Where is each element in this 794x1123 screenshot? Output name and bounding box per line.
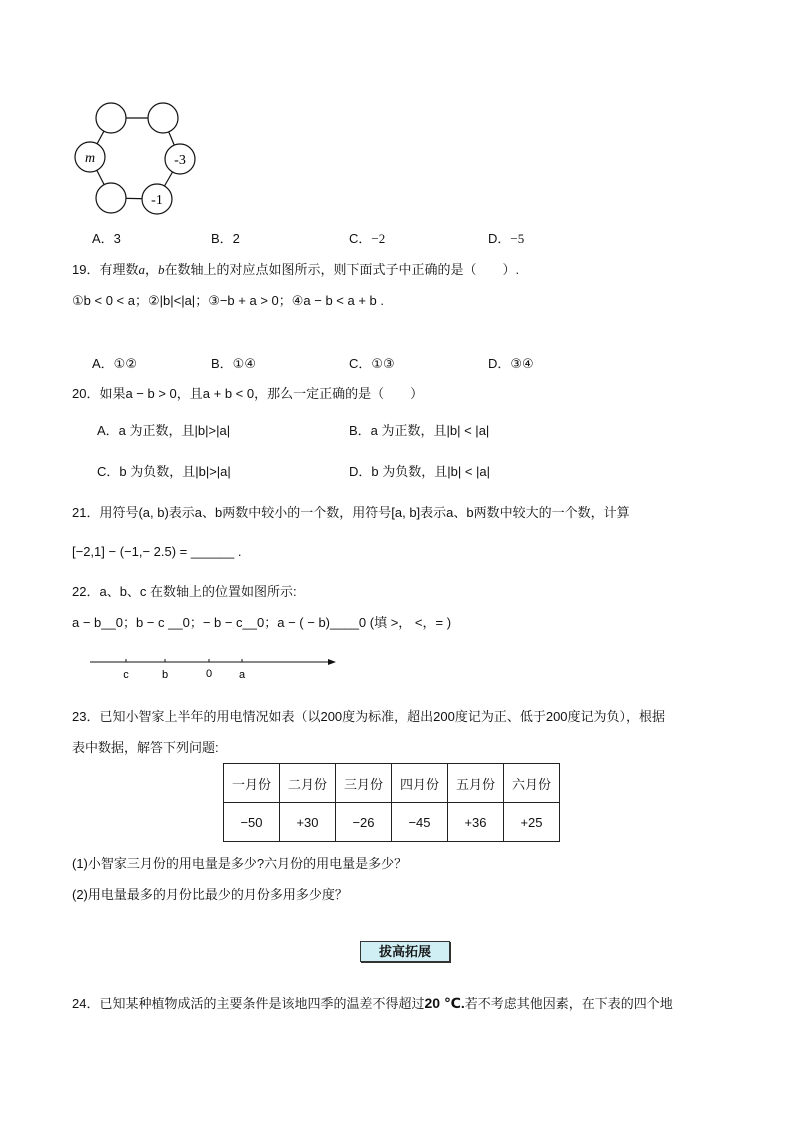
q21-line2: [−2,1] − (−1,− 2.5) = ______ . — [72, 544, 242, 559]
q21-line1: 21．用符号(a, b)表示a、b两数中较小的一个数，用符号[a, b]表示a、b两数中较大的一个数，计算 — [72, 505, 630, 520]
hexagon-label-bottom: -1 — [151, 193, 163, 208]
q19-items: ①b < 0 < a；②|b|<|a|；③−b + a > 0；④a − b < a + b . — [72, 293, 384, 308]
table-header-cell: 四月份 — [392, 764, 448, 803]
q20-option-a: A．a 为正数，且|b|>|a| — [97, 423, 231, 438]
q18-option-d-prefix: D． — [488, 231, 511, 246]
table-header-row — [224, 764, 560, 803]
hexagon-label-m: m — [84, 151, 96, 166]
table-cell: +36 — [448, 803, 504, 842]
number-line-arrow-icon — [328, 659, 336, 665]
q24-line — [72, 993, 673, 1012]
q18-option-a: A．3 — [92, 231, 121, 246]
hexagon-node-top-right — [148, 103, 178, 133]
q19-stem — [72, 259, 519, 278]
q22-blanks: a − b__0；b − c __0；− b − c__0；a − ( − b)____0 (填 >， <，= ) — [72, 615, 452, 630]
q20-option-d: D．b 为负数，且|b| < |a| — [349, 464, 491, 479]
q23-line1: 23．已知小智家上半年的用电情况如表（以200度为标准，超出200度记为正、低于200度记为负），根据 — [72, 709, 666, 724]
hexagon-node-bottom-left — [96, 183, 126, 213]
q24-temperature: 20 ℃. — [424, 995, 465, 1011]
q23-line2: 表中数据，解答下列问题: — [72, 740, 219, 755]
q19-option-d: D．③④ — [488, 356, 534, 371]
table-header-cell: 三月份 — [336, 764, 392, 803]
number-line-label-b: b — [161, 669, 169, 681]
q18-option-d-value: −5 — [510, 231, 525, 246]
q19-separator: ， — [144, 262, 158, 277]
q19-stem-start: 19．有理数 — [72, 262, 139, 277]
number-line-label-c: c — [123, 669, 129, 681]
number-line-label-zero: 0 — [205, 668, 213, 680]
q19-var-b: b — [157, 262, 165, 277]
table-row — [224, 803, 560, 842]
hexagon-label-right: -3 — [174, 153, 186, 168]
q24-part2: 若不考虑其他因素，在下表的四个地 — [464, 996, 673, 1011]
q23-sub1: (1)小智家三月份的用电量是多少?六月份的用电量是多少？ — [72, 856, 408, 871]
number-line-label-a: a — [238, 669, 246, 681]
q18-option-b: B．2 — [211, 231, 240, 246]
q19-stem-rest: 在数轴上的对应点如图所示，则下面式子中正确的是（ ）. — [164, 262, 520, 277]
section-badge: 拔高拓展 — [360, 941, 450, 962]
q19-option-b: B．①④ — [211, 356, 256, 371]
electricity-table — [223, 763, 560, 842]
table-cell: −45 — [392, 803, 448, 842]
table-header-cell: 二月份 — [280, 764, 336, 803]
q23-sub2: (2)用电量最多的月份比最少的月份多用多少度？ — [72, 887, 348, 902]
hexagon-circle-diagram — [70, 95, 200, 220]
hexagon-node-top-left — [96, 103, 126, 133]
q18-option-c-prefix: C． — [349, 231, 372, 246]
q19-option-c: C．①③ — [349, 356, 395, 371]
q19-var-a: a — [138, 262, 145, 277]
table-cell: −50 — [224, 803, 280, 842]
table-header-cell: 五月份 — [448, 764, 504, 803]
q18-option-c-value: −2 — [371, 231, 386, 246]
q20-stem: 20．如果a − b > 0，且a + b < 0，那么一定正确的是（ ） — [72, 386, 424, 401]
q22-stem: 22．a、b、c 在数轴上的位置如图所示: — [72, 584, 297, 599]
q24-part1: 24．已知某种植物成活的主要条件是该地四季的温差不得超过 — [72, 996, 425, 1011]
number-line — [88, 650, 340, 685]
q18-option-d — [488, 228, 524, 247]
table-cell: −26 — [336, 803, 392, 842]
table-header-cell: 一月份 — [224, 764, 280, 803]
table-header-cell: 六月份 — [504, 764, 560, 803]
q20-option-b: B．a 为正数，且|b| < |a| — [349, 423, 490, 438]
table-cell: +30 — [280, 803, 336, 842]
table-cell: +25 — [504, 803, 560, 842]
q19-option-a: A．①② — [92, 356, 137, 371]
q20-option-c: C．b 为负数，且|b|>|a| — [97, 464, 231, 479]
q18-option-c — [349, 228, 385, 247]
